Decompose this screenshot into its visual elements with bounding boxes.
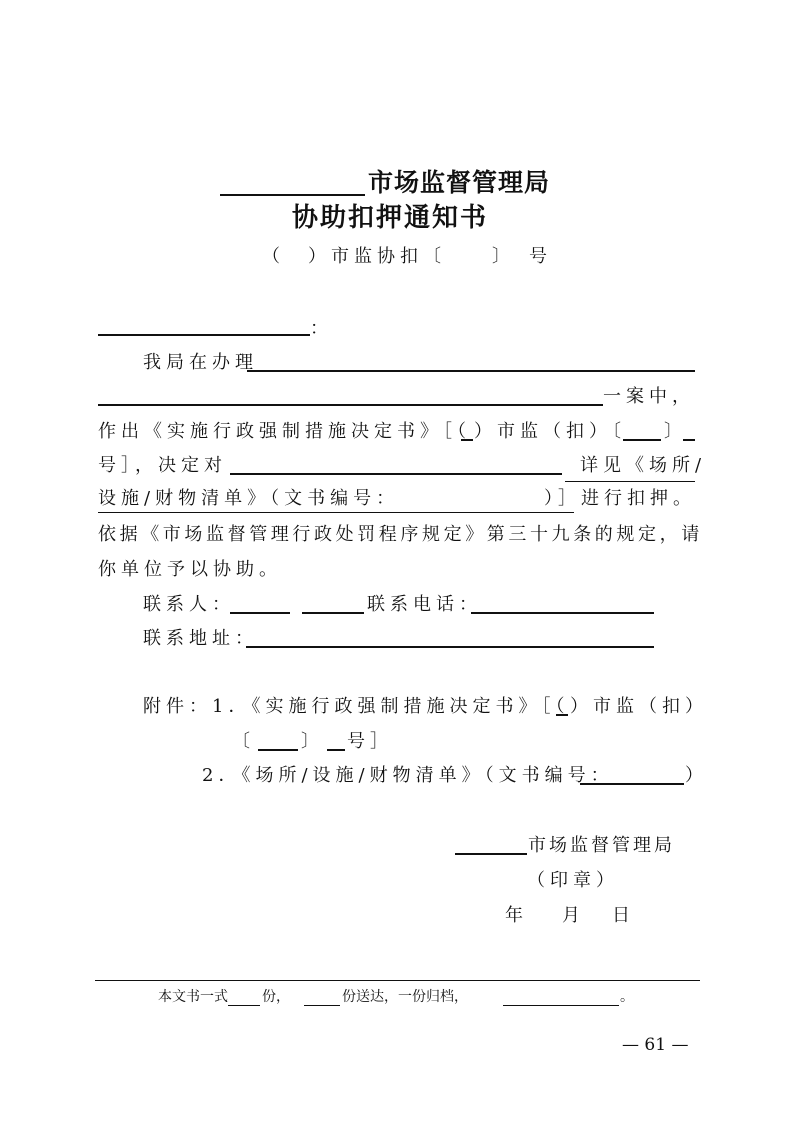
sign-agency: 市场监督管理局 [528,835,675,856]
attachment-b1a: 2．《场所/设施/财物清单》（文书编号： [202,765,614,786]
attachment-2c: 号］ [347,731,393,752]
footer-text-3: 份送达，一份归档， [342,989,468,1005]
body-line-5a: 设施/财物清单》（文书编号： [98,488,400,509]
contact-phone-blank [471,612,654,614]
contact-person-blank-2 [302,612,364,614]
page-number: — 61 — [622,1035,689,1055]
attachment-b1b: ） [685,765,708,786]
body-line-7: 你单位予以协助。 [98,559,282,580]
sign-agency-blank [455,853,527,855]
agency-name-blank [220,194,365,196]
contact-person-label: 联系人： [143,594,235,615]
date-year: 年 [505,905,528,926]
body-line-5b: ）］进行扣押。 [544,488,696,509]
page-title: 协助扣押通知书 [292,203,489,233]
contact-address-blank [246,646,654,648]
attachment-2a: 〔 [232,731,255,752]
body-line-3b: ）市监（扣）〔 [474,421,626,442]
date-month: 月 [562,905,585,926]
title-agency: 市场监督管理局 [368,168,551,197]
contact-phone-label: 联系电话： [367,594,482,615]
attachment-2b: 〕 [301,731,324,752]
attachment-year-blank [556,714,568,716]
body-line-3c: 〕 [664,421,687,442]
body-line-6: 依据《市场监督管理行政处罚程序规定》第三十九条的规定，请 [98,524,703,545]
body-line-4b: 详见《场所/ [580,455,707,476]
addressee-blank [98,334,310,336]
addressee-colon: ： [310,318,333,339]
seized-items-underline-a [565,481,695,482]
attachment-year-blank-2 [258,749,298,751]
body-line-1: 我局在办理 [143,352,258,373]
case-name-blank-2 [98,404,603,406]
decision-year-blank [461,439,473,441]
contact-address-label: 联系地址： [143,628,258,649]
attachment-num-blank [327,749,345,751]
document-number: （ ）市监协扣〔 〕 号 [262,246,552,267]
copies-blank [228,1005,260,1006]
seized-items-underline-b [98,512,574,513]
attachment-docno-blank [580,783,684,785]
footer-text-1: 本文书一式 [158,989,228,1005]
body-line-2: 一案中， [603,386,695,407]
footer-text-4: 。 [620,989,634,1005]
date-day: 日 [612,905,635,926]
footer-text-2: 份， [262,989,290,1005]
seized-items-blank [230,473,562,475]
case-name-blank [247,370,695,372]
decision-no-blank [683,439,695,441]
footer-divider [95,980,700,981]
attachment-1a: 附件：1．《实施行政强制措施决定书》［（ [143,696,570,717]
seal-label: （印章） [527,870,619,891]
contact-person-blank-1 [230,612,290,614]
body-line-3a: 作出《实施行政强制措施决定书》［（ [98,421,471,442]
attachment-1b: ）市监（扣） [570,696,708,717]
body-line-4a: 号］，决定对 [98,455,227,476]
delivered-blank [304,1005,340,1006]
archive-blank [503,1005,619,1006]
decision-num-blank [623,439,661,441]
